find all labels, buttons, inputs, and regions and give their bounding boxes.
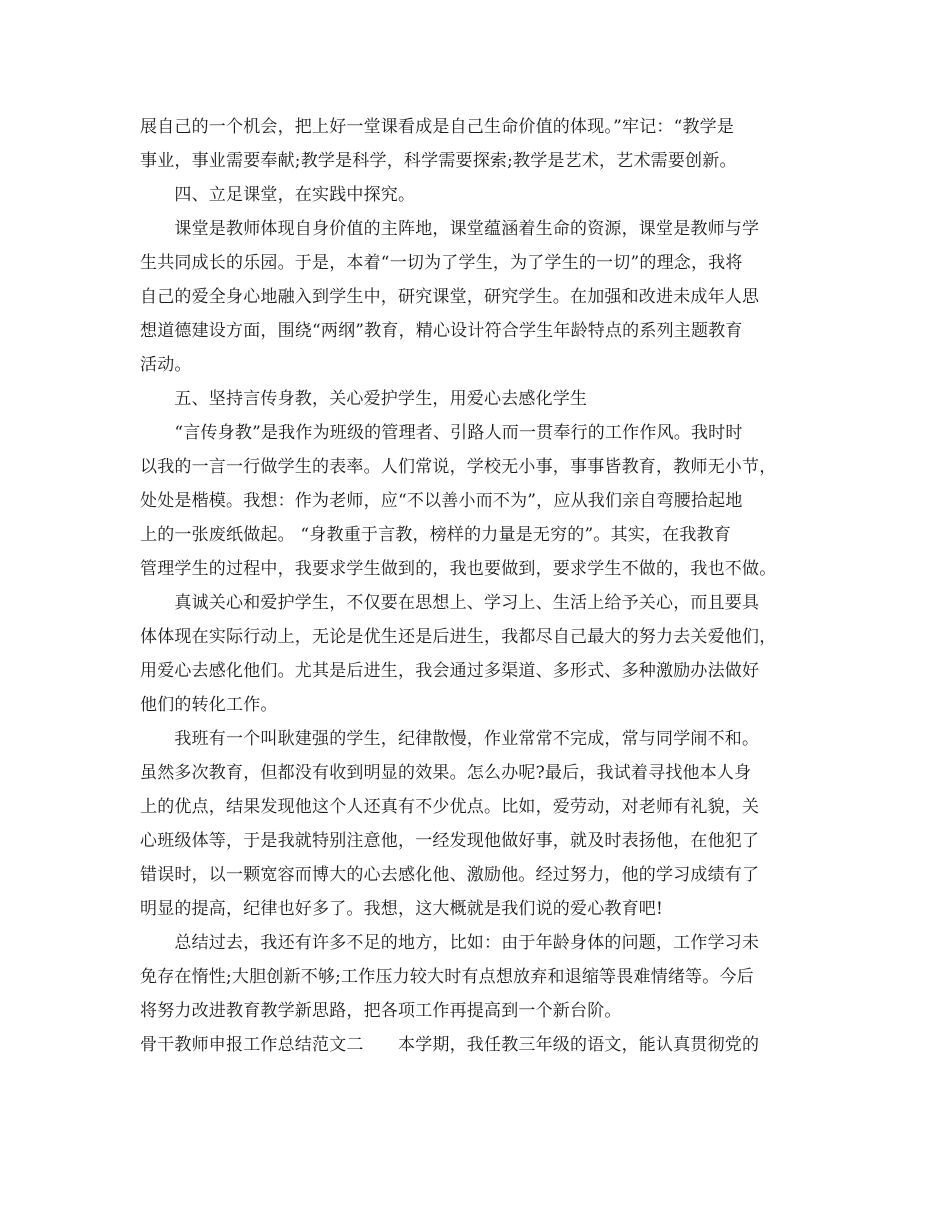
text-line: 生共同成长的乐园。于是，本着“一切为了学生，为了学生的一切”的理念，我将 [140,253,743,273]
text-line: 虽然多次教育，但都没有收到明显的效果。怎么办呢?最后，我试着寻找他本人身 [140,763,752,783]
text-line: 他们的转化工作。 [140,695,278,715]
text-line: 上的优点，结果发现他这个人还真有不少优点。比如，爱劳动，对老师有礼貌，关 [140,797,760,817]
text-line: 事业，事业需要奉献;教学是科学，科学需要探索;教学是艺术，艺术需要创新。 [140,151,737,171]
text-line: 体体现在实际行动上，无论是优生还是后进生，我都尽自己最大的努力去关爱他们， [140,627,777,647]
section-heading: 五、坚持言传身教，关心爱护学生，用爱心去感化学生 [140,389,588,409]
text-line: 管理学生的过程中，我要求学生做到的，我也要做到，要求学生不做的，我也不做。 [140,559,777,579]
section-title-line: 骨干教师申报工作总结范文二 本学期，我任教三年级的语文，能认真贯彻党的 [140,1035,760,1055]
text-line: 总结过去，我还有许多不足的地方，比如：由于年龄身体的问题，工作学习未 [140,933,760,953]
text-line: 以我的一言一行做学生的表率。人们常说，学校无小事，事事皆教育，教师无小节， [140,457,777,477]
text-line: 将努力改进教育教学新思路，把各项工作再提高到一个新台阶。 [140,1001,622,1021]
text-line: 处处是楷模。我想：作为老师，应“不以善小而不为”，应从我们亲自弯腰拾起地 [140,491,743,511]
text-line: 明显的提高，纪律也好多了。我想，这大概就是我们说的爱心教育吧! [140,899,664,919]
section-heading: 四、立足课堂，在实践中探究。 [140,185,416,205]
text-line: 用爱心去感化他们。尤其是后进生，我会通过多渠道、多形式、多种激励办法做好 [140,661,760,681]
text-line: 错误时，以一颗宽容而博大的心去感化他、激励他。经过努力，他的学习成绩有了 [140,865,760,885]
text-line: “言传身教”是我作为班级的管理者、引路人而一贯奉行的工作作风。我时时 [140,423,743,443]
text-line: 展自己的一个机会，把上好一堂课看成是自己生命价值的体现。”牢记：“教学是 [140,117,735,137]
text-line: 课堂是教师体现自身价值的主阵地，课堂蕴涵着生命的资源，课堂是教师与学 [140,219,760,239]
body-text [140,110,830,1062]
text-line: 自己的爱全身心地融入到学生中，研究课堂，研究学生。在加强和改进未成年人思 [140,287,760,307]
text-line: 上的一张废纸做起。 “身教重于言教，榜样的力量是无穷的”。其实，在我教育 [140,525,731,545]
text-line: 我班有一个叫耿建强的学生，纪律散慢，作业常常不完成，常与同学闹不和。 [140,729,760,749]
text-line: 真诚关心和爱护学生，不仅要在思想上、学习上、生活上给予关心，而且要具 [140,593,760,613]
text-line: 免存在惰性;大胆创新不够;工作压力较大时有点想放弃和退缩等畏难情绪等。今后 [140,967,754,987]
text-line: 活动。 [140,355,192,375]
text-line: 想道德建设方面，围绕“两纲”教育，精心设计符合学生年龄特点的系列主题教育 [140,321,743,341]
text-line: 心班级体等，于是我就特别注意他，一经发现他做好事，就及时表扬他，在他犯了 [140,831,760,851]
